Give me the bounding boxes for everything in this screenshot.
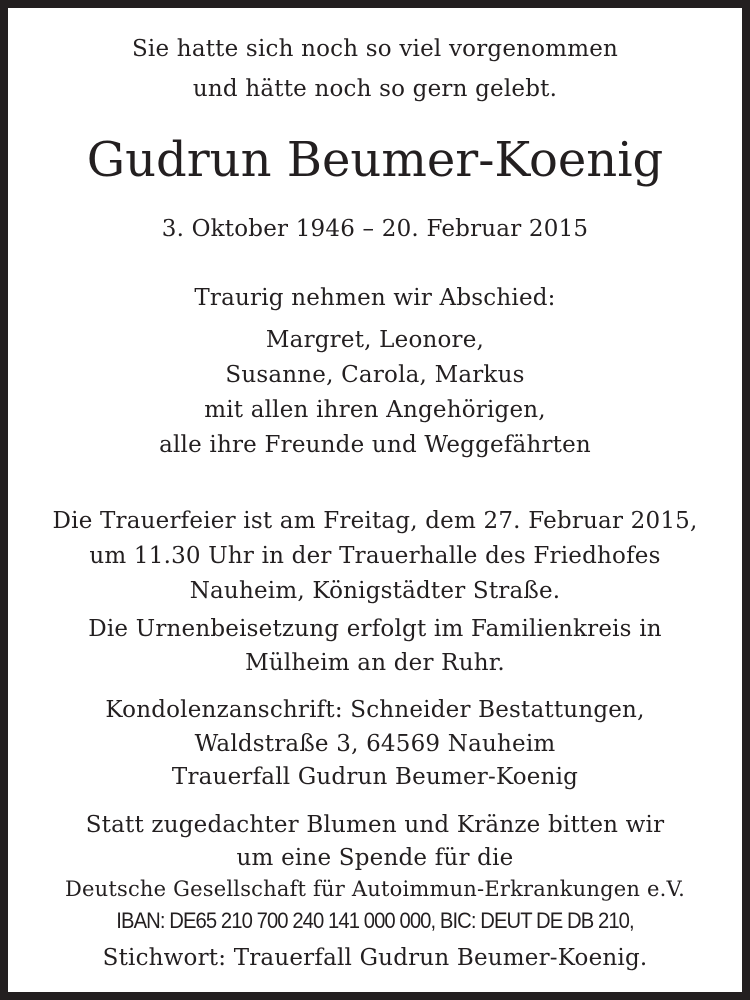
ceremony-line: um 11.30 Uhr in der Trauerhalle des Friedhofes: [89, 543, 661, 569]
deceased-name: Gudrun Beumer-Koenig: [86, 132, 664, 188]
motto-line: Sie hatte sich noch so viel vorgenommen: [131, 36, 619, 62]
ceremony-line: Die Trauerfeier ist am Freitag, dem 27. Februar 2015,: [52, 508, 698, 534]
mourner-line: alle ihre Freunde und Weggefährten: [159, 432, 591, 458]
donation-line: Deutsche Gesellschaft für Autoimmun-Erkrankungen e.V.: [64, 877, 686, 901]
mourner-line: Susanne, Carola, Markus: [225, 362, 525, 388]
ceremony-line: Nauheim, Königstädter Straße.: [189, 578, 561, 604]
life-dates: 3. Oktober 1946 – 20. Februar 2015: [161, 216, 589, 242]
condolence-line: Waldstraße 3, 64569 Nauheim: [194, 731, 556, 757]
motto-line: und hätte noch so gern gelebt.: [192, 76, 558, 102]
donation-line: Statt zugedachter Blumen und Kränze bitten wir: [85, 812, 665, 838]
bank-details: IBAN: DE65 210 700 240 141 000 000, BIC: DEUT DE DB 210,: [116, 908, 634, 933]
donation-keyword: Stichwort: Trauerfall Gudrun Beumer-Koenig.: [102, 945, 648, 971]
condolence-line: Trauerfall Gudrun Beumer-Koenig: [171, 764, 579, 790]
burial-line: Die Urnenbeisetzung erfolgt im Familienkreis in: [88, 616, 662, 642]
donation-line: um eine Spende für die: [236, 845, 514, 871]
mourner-line: Margret, Leonore,: [265, 327, 485, 353]
condolence-line: Kondolenzanschrift: Schneider Bestattungen,: [105, 697, 645, 723]
mourner-line: mit allen ihren Angehörigen,: [204, 397, 546, 423]
burial-line: Mülheim an der Ruhr.: [245, 650, 505, 676]
mourners-intro: Traurig nehmen wir Abschied:: [194, 285, 556, 311]
